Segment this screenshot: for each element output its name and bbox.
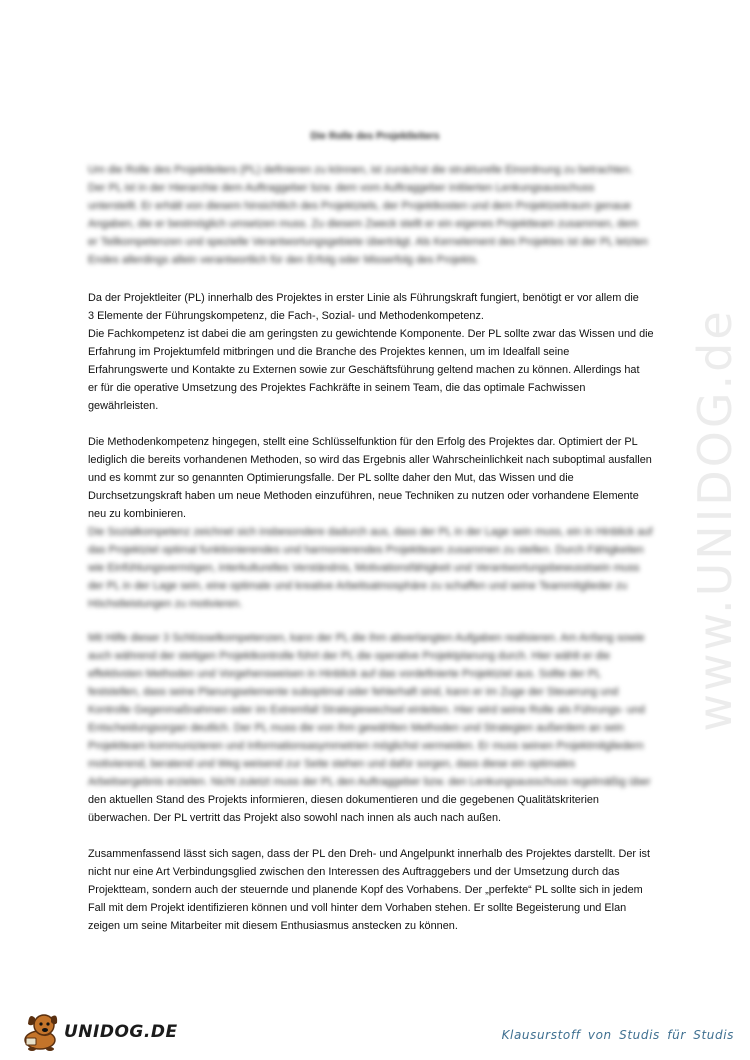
text-line: wie Einfühlungsvermögen, interkulturelles Verständnis, Motivationsfähigkeit und Verantwortungsbewusstsein muss bbox=[88, 562, 640, 574]
text-line: motivierend, beratend und Weg weisend zur Seite stehen und dafür sorgen, dass diese ein optimales bbox=[88, 758, 576, 770]
footer-tagline: Klausurstoff von Studis für Studis bbox=[501, 1028, 734, 1042]
logo-text: UNIDOG.DE bbox=[64, 1022, 178, 1042]
text-line: Die Sozialkompetenz zeichnet sich insbesondere dadurch aus, dass der PL in der Lage sein muss, ein in Hinblick auf bbox=[88, 526, 653, 538]
text-line: 3 Elemente der Führungskompetenz, die Fach-, Sozial- und Methodenkompetenz. bbox=[88, 310, 484, 322]
paragraph-aufgaben bbox=[88, 629, 664, 827]
text-line: Entscheidungsorgan deutlich. Der PL muss die von ihm gewählten Methoden und Strategien außerdem an sein bbox=[88, 722, 624, 734]
text-line: Erfahrungswerte und Kontakte zu Externen sowie zur Geschäftsführung geltend machen zu können. Allerdings hat bbox=[88, 364, 640, 376]
paragraph-methodenkompetenz bbox=[88, 433, 664, 523]
paragraph-intro bbox=[88, 161, 664, 269]
text-line: Arbeitsergebnis erzielen. Nicht zuletzt muss der PL den Auftraggeber bzw. den Lenkungsausschuss regelmäßig über bbox=[88, 776, 651, 788]
watermark bbox=[688, 280, 742, 760]
dog-mascot-icon bbox=[20, 1008, 66, 1052]
paragraph-sozialkompetenz bbox=[88, 523, 664, 613]
text-line: Angaben, die er bestmöglich umsetzen muss. Zu diesem Zweck stellt er ein eigenes Projektteam zusammen, dem bbox=[88, 218, 639, 230]
text-line: Projektteam kommunizieren und Informationsasymmetrien möglichst vermeiden. Er muss seinen Projektmitgliedern bbox=[88, 740, 644, 752]
text-line: zeigen um seine Mitarbeiter mit diesem Enthusiasmus anstecken zu können. bbox=[88, 920, 458, 932]
text-line: gewährleisten. bbox=[88, 400, 159, 412]
text-line: auch während der stetigen Projektkontrolle führt der PL die operative Projektplanung durch. Hier wählt er die bbox=[88, 650, 611, 662]
text-line: Durchsetzungskraft haben um neue Methoden einzuführen, neue Techniken zu nutzen oder vorhandene Elemente bbox=[88, 490, 639, 502]
text-line: Die Methodenkompetenz hingegen, stellt eine Schlüsselfunktion für den Erfolg des Projektes dar. Optimiert der PL bbox=[88, 436, 638, 448]
document-title: Die Rolle des Projektleiters bbox=[310, 131, 440, 142]
text-line: das Projektziel optimal funktionierendes und harmonierendes Projektteam zusammen zu stellen. Durch Fähigkeiten bbox=[88, 544, 644, 556]
paragraph-fachkompetenz bbox=[88, 289, 664, 415]
text-line: Höchstleistungen zu motivieren. bbox=[88, 598, 243, 610]
text-line: Erfahrung im Projektumfeld mitbringen und die Branche des Projektes kennen, um im Idealfall seine bbox=[88, 346, 570, 358]
text-line: nicht nur eine Art Verbindungsglied zwischen den Interessen des Auftraggebers und der Umsetzung durch das bbox=[88, 866, 620, 878]
text-line: Um die Rolle des Projektleiters (PL) definieren zu können, ist zunächst die strukturelle Einordnung zu betrachten. bbox=[88, 164, 633, 176]
text-line: er für die operative Umsetzung des Projektes Fachkräfte in seinem Team, die das optimale Fachwissen bbox=[88, 382, 586, 394]
text-line: der PL in der Lage sein, eine optimale und kreative Arbeitsatmosphäre zu schaffen und seine Teammitglieder zu bbox=[88, 580, 628, 592]
text-line: Projektteam, sondern auch der steuernde und planende Kopf des Vorhabens. Der „perfekte“ PL sollte sich in jedem bbox=[88, 884, 643, 896]
paragraph-zusammenfassung bbox=[88, 845, 664, 935]
watermark-text: www.UNIDOG.de bbox=[688, 308, 742, 732]
text-line: lediglich die bereits vorhandenen Methoden, so wird das Ergebnis aller Wahrscheinlichkeit nach suboptimal ausfallen bbox=[88, 454, 652, 466]
text-line: und es kommt zur so genannten Optimierungsfalle. Der PL sollte daher den Mut, das Wissen und die bbox=[88, 472, 574, 484]
footer-logo[interactable] bbox=[20, 1008, 178, 1052]
text-line: Die Fachkompetenz ist dabei die am geringsten zu gewichtende Komponente. Der PL sollte zwar das Wissen und die bbox=[88, 328, 654, 340]
text-line: den aktuellen Stand des Projekts informieren, diesen dokumentieren und die gegebenen Qualitätskriterien bbox=[88, 794, 599, 806]
text-line: feststellen, dass seine Planungselemente suboptimal oder fehlerhaft sind, kann er im Zuge der Steuerung und bbox=[88, 686, 619, 698]
text-line: Fall mit dem Projekt identifizieren können und voll hinter dem Vorhaben stehen. Er sollte Begeisterung und Elan bbox=[88, 902, 627, 914]
text-line: überwachen. Der PL vertritt das Projekt also sowohl nach innen als auch nach außen. bbox=[88, 812, 502, 824]
text-line: Da der Projektleiter (PL) innerhalb des Projektes in erster Linie als Führungskraft fungiert, benötigt er vor allem die bbox=[88, 292, 639, 304]
text-line: Endes allerdings allein verantwortlich für den Erfolg oder Misserfolg des Projekts. bbox=[88, 254, 480, 266]
text-line: neu zu kombinieren. bbox=[88, 508, 187, 520]
text-line: Kontrolle Gegenmaßnahmen oder im Extremfall Strategiewechsel einleiten. Hier wird seine Rolle als Führungs- und bbox=[88, 704, 645, 716]
text-line: Mit Hilfe dieser 3 Schlüsselkompetenzen, kann der PL die ihm abverlangten Aufgaben realisieren. Am Anfang sowie bbox=[88, 632, 645, 644]
text-line: er Teilkompetenzen und spezielle Verantwortungsgebiete überträgt. Als Kernelement des Projektes ist der PL letzten bbox=[88, 236, 648, 248]
text-line: Der PL ist in der Hierarchie dem Auftraggeber bzw. dem vom Auftraggeber initiierten Lenkungsausschuss bbox=[88, 182, 595, 194]
text-line: Zusammenfassend lässt sich sagen, dass der PL den Dreh- und Angelpunkt innerhalb des Projektes darstellt. Der ist bbox=[88, 848, 650, 860]
text-line: unterstellt. Er erhält von diesem hinsichtlich des Projektziels, der Projektkosten und dem Projektzeitraum genaue bbox=[88, 200, 631, 212]
text-line: effektivsten Methoden und Vorgehensweisen in Hinblick auf das vordefinierte Projektziel aus. Sollte der PL bbox=[88, 668, 602, 680]
